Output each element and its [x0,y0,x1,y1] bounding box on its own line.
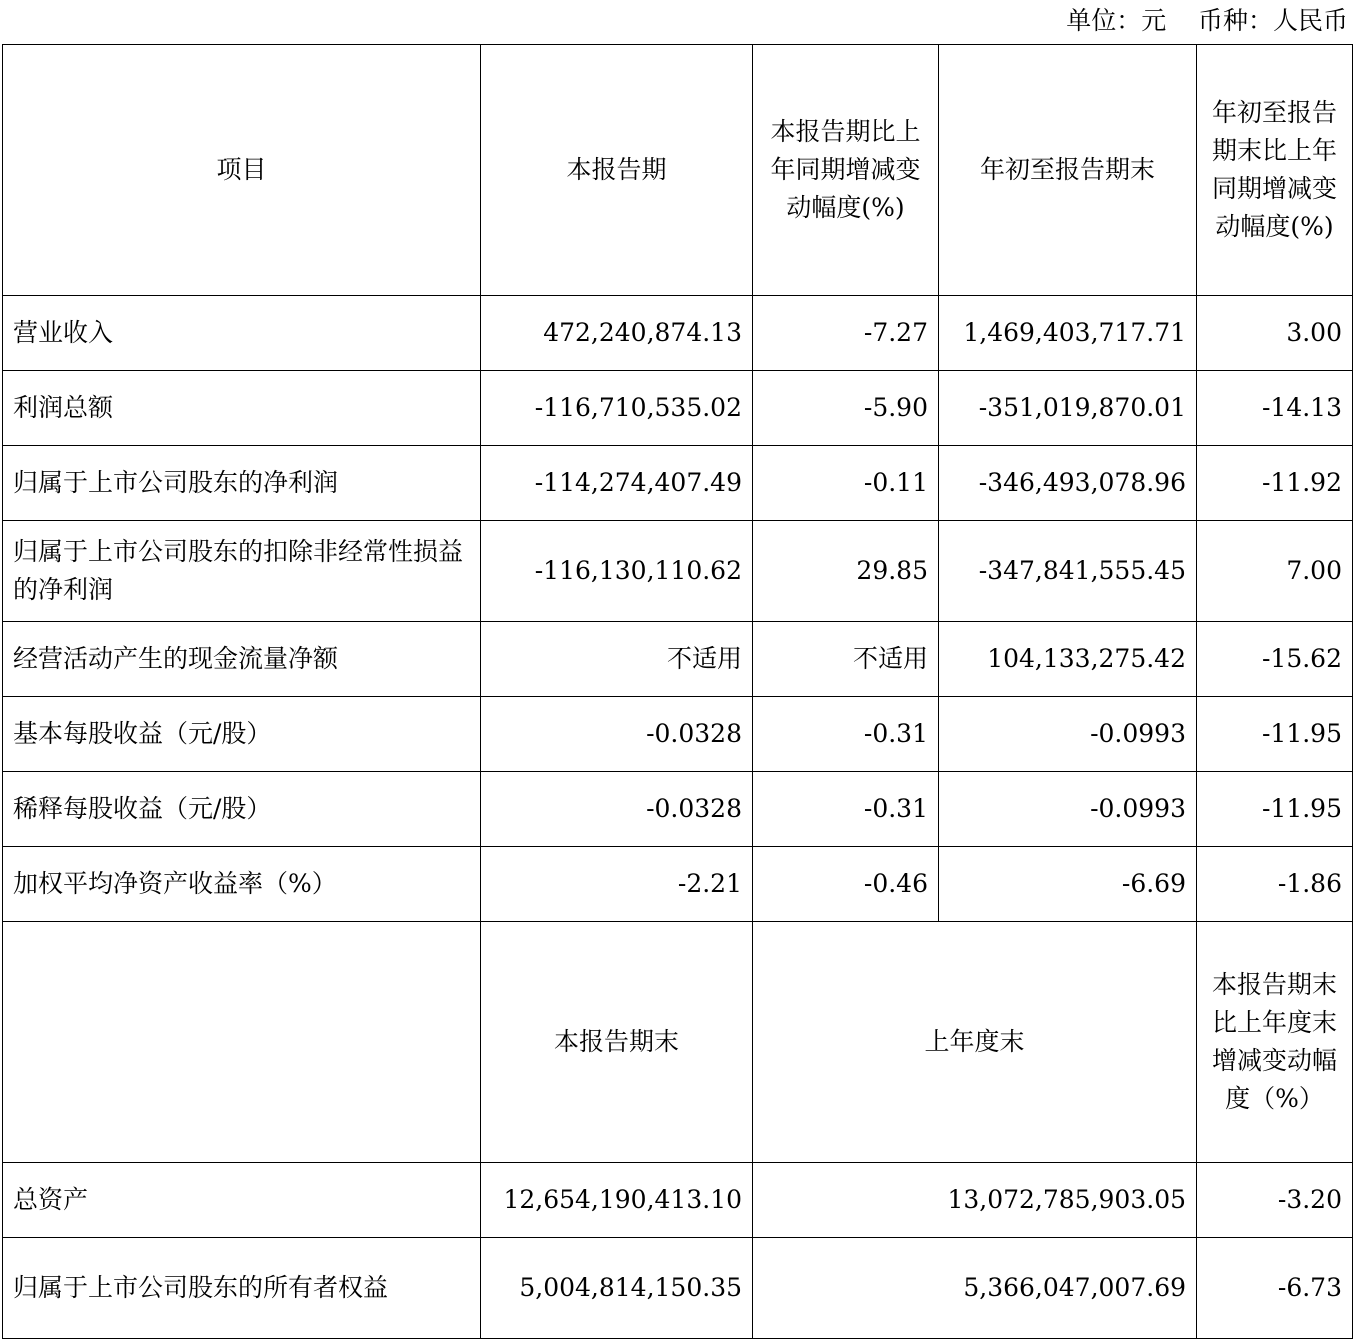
unit-note: 单位：元 币种：人民币 [1066,6,1348,35]
balance-header-row [3,922,1353,1163]
row-last-year-end: 5,366,047,007.69 [753,1238,1197,1339]
row-current-period: 472,240,874.13 [481,296,753,371]
row-current-period: -0.0328 [481,772,753,847]
row-current-period: -116,130,110.62 [481,521,753,622]
row-ytd-yoy: -11.95 [1197,772,1353,847]
table-row [3,296,1353,371]
row-current-yoy: 不适用 [753,622,939,697]
row-current-yoy: -0.31 [753,772,939,847]
row-current-yoy: -7.27 [753,296,939,371]
row-ytd: -347,841,555.45 [939,521,1197,622]
header-current-yoy: 本报告期比上年同期增减变动幅度(%) [753,45,939,296]
row-ytd-yoy: -1.86 [1197,847,1353,922]
row-label: 经营活动产生的现金流量净额 [3,622,481,697]
row-label: 总资产 [3,1163,481,1238]
row-last-year-end: 13,072,785,903.05 [753,1163,1197,1238]
row-ytd-yoy: -11.92 [1197,446,1353,521]
row-period-end: 5,004,814,150.35 [481,1238,753,1339]
table-row [3,847,1353,922]
row-period-end: 12,654,190,413.10 [481,1163,753,1238]
table-row [3,697,1353,772]
row-label: 加权平均净资产收益率（%） [3,847,481,922]
row-current-period: 不适用 [481,622,753,697]
row-current-period: -2.21 [481,847,753,922]
row-label: 利润总额 [3,371,481,446]
row-ytd-yoy: -11.95 [1197,697,1353,772]
row-ytd: -351,019,870.01 [939,371,1197,446]
header-ytd-yoy: 年初至报告期末比上年同期增减变动幅度(%) [1197,45,1353,296]
row-current-yoy: 29.85 [753,521,939,622]
table-row [3,446,1353,521]
row-label: 营业收入 [3,296,481,371]
row-ytd-yoy: 3.00 [1197,296,1353,371]
row-ytd: 1,469,403,717.71 [939,296,1197,371]
row-current-yoy: -0.11 [753,446,939,521]
header-item: 项目 [3,45,481,296]
balance-header-item [3,922,481,1163]
row-ytd-yoy: -15.62 [1197,622,1353,697]
table-row [3,1163,1353,1238]
header-current-period: 本报告期 [481,45,753,296]
row-current-yoy: -0.31 [753,697,939,772]
row-current-period: -114,274,407.49 [481,446,753,521]
row-label: 归属于上市公司股东的所有者权益 [3,1238,481,1339]
balance-header-last-year-end: 上年度末 [753,922,1197,1163]
row-change: -6.73 [1197,1238,1353,1339]
row-label: 归属于上市公司股东的净利润 [3,446,481,521]
balance-header-change: 本报告期末比上年度末增减变动幅度（%） [1197,922,1353,1163]
table-row [3,622,1353,697]
row-current-period: -116,710,535.02 [481,371,753,446]
header-ytd: 年初至报告期末 [939,45,1197,296]
row-label: 基本每股收益（元/股） [3,697,481,772]
row-current-period: -0.0328 [481,697,753,772]
table-row [3,371,1353,446]
row-label: 归属于上市公司股东的扣除非经常性损益的净利润 [3,521,481,622]
quarterly-metrics-table [2,44,1353,1339]
row-current-yoy: -0.46 [753,847,939,922]
row-ytd: -0.0993 [939,772,1197,847]
row-ytd: -6.69 [939,847,1197,922]
table-row [3,521,1353,622]
row-ytd-yoy: -14.13 [1197,371,1353,446]
row-change: -3.20 [1197,1163,1353,1238]
row-ytd: -0.0993 [939,697,1197,772]
row-ytd: 104,133,275.42 [939,622,1197,697]
table-row [3,1238,1353,1339]
row-ytd: -346,493,078.96 [939,446,1197,521]
balance-header-period-end: 本报告期末 [481,922,753,1163]
table-row [3,772,1353,847]
row-current-yoy: -5.90 [753,371,939,446]
row-label: 稀释每股收益（元/股） [3,772,481,847]
table-header-row [3,45,1353,296]
row-ytd-yoy: 7.00 [1197,521,1353,622]
